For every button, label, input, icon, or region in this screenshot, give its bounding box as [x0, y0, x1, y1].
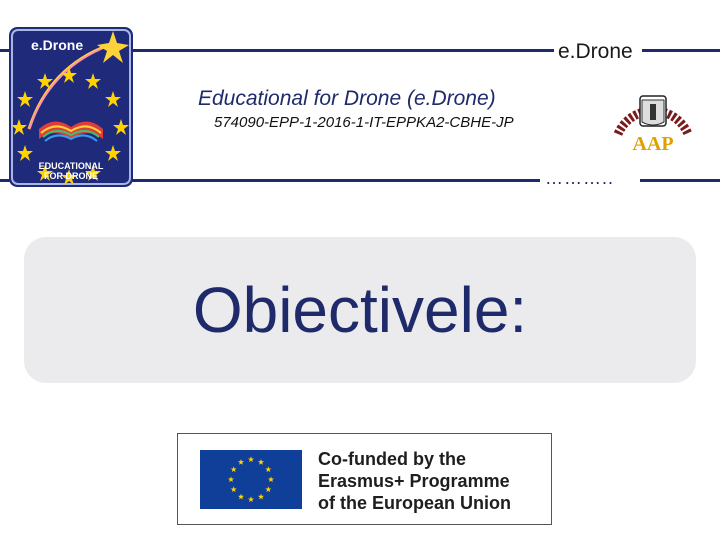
- eu-cofunded-badge: [177, 433, 552, 525]
- header-brand: e.Drone: [558, 40, 633, 63]
- project-code: 574090-EPP-1-2016-1-IT-EPPKA2-CBHE-JP: [214, 114, 514, 131]
- header-rule-bottom: [132, 179, 540, 182]
- edrone-logo-caption: [9, 161, 133, 181]
- academia-seal-icon: [606, 74, 700, 168]
- aap-logo: [606, 74, 700, 168]
- edrone-caption-line1: EDUCATIONAL: [38, 161, 104, 171]
- edrone-logo: [9, 27, 133, 187]
- edrone-caption-line2: FOR DRONE: [44, 171, 98, 181]
- eu-badge-text: [318, 448, 548, 514]
- eu-flag-icon: [200, 450, 302, 509]
- header-dots: ………..: [545, 168, 615, 188]
- eu-badge-line1: Co-funded by the: [318, 449, 466, 469]
- svg-text:AAP: AAP: [632, 133, 674, 155]
- edrone-logo-label: e.Drone: [31, 37, 84, 53]
- slide-heading: Obiectivele:: [192, 274, 528, 346]
- header-rule-bottom-end: [640, 179, 720, 182]
- eu-badge-line2: Erasmus+ Programme: [318, 471, 510, 491]
- header-rule-top: [132, 49, 554, 52]
- header-rule-top-end: [642, 49, 720, 52]
- eu-badge-line3: of the European Union: [318, 493, 511, 513]
- content-panel: [24, 237, 696, 383]
- page-title: Educational for Drone (e.Drone): [198, 87, 496, 110]
